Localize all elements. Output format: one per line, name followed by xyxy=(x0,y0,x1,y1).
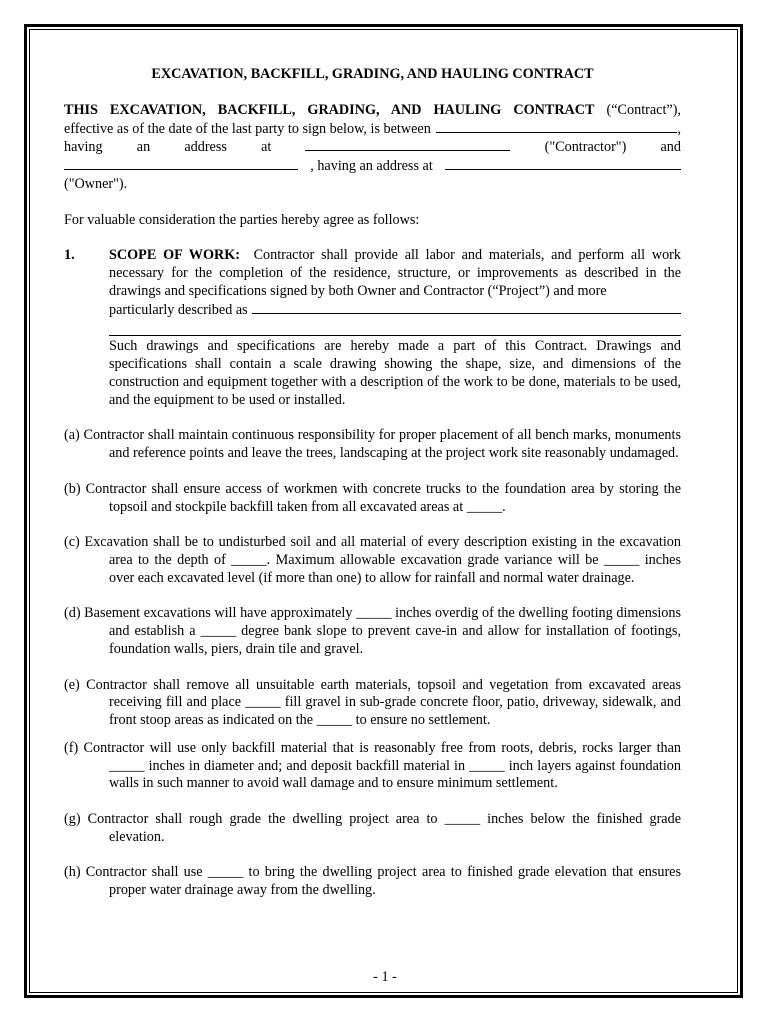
project-description-field[interactable] xyxy=(252,301,681,314)
project-description-field-2[interactable] xyxy=(109,319,681,336)
section-1 xyxy=(64,247,681,409)
section-1-number: 1. xyxy=(64,247,75,264)
intro-line1-rest: (“Contract”), xyxy=(594,101,681,118)
section-1-text: Contractor shall provide all labor and materials, and perform all work necessary for the completion of the residence, structure, or improvements as described in the drawings and specifications signed by both Owner and Contractor (“Project”) and more xyxy=(109,247,682,299)
intro-line4-text: , having an address at xyxy=(310,158,433,175)
intro-bold-lead: THIS EXCAVATION, BACKFILL, GRADING, AND HAULING CONTRACT xyxy=(64,101,595,118)
clause-g: (g) Contractor shall rough grade the dwelling project area to _____ inches below the finished grade elevation. xyxy=(64,811,681,845)
contractor-address-field[interactable] xyxy=(305,138,510,151)
section-1-text-2: Such drawings and specifications are hereby made a part of this Contract. Drawings and specifications shall contain a scale drawing showing the shape, size, and dimensions of the construction and equipment together with a description of the work to be done, materials to be used, and the equipment to be used or installed. xyxy=(109,338,681,408)
contractor-label: ("Contractor") xyxy=(544,139,627,156)
word-an: an xyxy=(136,139,151,156)
word-having: having xyxy=(64,139,103,156)
described-as-line xyxy=(109,301,681,320)
intro-line-2 xyxy=(64,120,681,139)
clause-b: (b) Contractor shall ensure access of workmen with concrete trucks to the foundation area by storing the topsoil and stockpile backfill taken from all excavated areas at _____. xyxy=(64,480,681,515)
clause-f: (f) Contractor will use only backfill material that is reasonably free from roots, debris, rocks larger than _____ inches in diameter and; and deposit backfill material in _____ inch layers against foundation walls in such manner to avoid wall damage and to ensure minimum settlement. xyxy=(64,739,681,792)
word-address: address xyxy=(184,139,227,156)
word-and: and xyxy=(660,139,681,156)
section-1-paragraph xyxy=(109,247,681,300)
intro-line-1 xyxy=(64,102,681,120)
clause-h: (h) Contractor shall use _____ to bring the dwelling project area to finished grade elevation that ensures proper water drainage away from the dwelling. xyxy=(64,864,681,899)
described-as-label: particularly described as xyxy=(109,301,248,318)
intro-line-3 xyxy=(64,138,681,157)
intro-paragraph xyxy=(64,102,681,194)
owner-label: ("Owner"). xyxy=(64,175,128,192)
intro-line-4 xyxy=(64,157,681,176)
clause-c: (c) Excavation shall be to undisturbed soil and all material of every description existing in the excavation area to the depth of _____. Maximum allowable excavation grade variance will be _____ inches over each excavated level (if more than one) to allow for rainfall and normal water drainage. xyxy=(64,534,681,586)
party-one-name-field[interactable] xyxy=(436,120,678,133)
word-at: at xyxy=(261,139,272,156)
intro-line2-comma: , xyxy=(677,120,681,137)
intro-line2-text: effective as of the date of the last party to sign below, is between xyxy=(64,120,431,137)
consideration-text: For valuable consideration the parties hereby agree as follows: xyxy=(64,211,420,228)
owner-name-field[interactable] xyxy=(64,157,298,170)
page-number: - 1 - xyxy=(373,969,397,985)
owner-address-field[interactable] xyxy=(445,157,681,170)
clause-d: (d) Basement excavations will have approximately _____ inches overdig of the dwelling footing dimensions and establish a _____ degree bank slope to prevent cave-in and allow for installation of footings, foundation walls, piers, drain tile and gravel. xyxy=(64,605,681,657)
clause-a: (a) Contractor shall maintain continuous responsibility for proper placement of all bench marks, monuments and reference points and leave the trees, landscaping at the project work site reasonably undamaged. xyxy=(64,427,681,462)
clause-e: (e) Contractor shall remove all unsuitable earth materials, topsoil and vegetation from excavated areas receiving fill and place _____ fill gravel in sub-grade concrete floor, patio, driveway, sidewalk, and front stoop areas as indicated on the _____ to ensure no settlement. xyxy=(64,676,681,729)
section-1-heading: SCOPE OF WORK: xyxy=(109,247,240,264)
document-title: EXCAVATION, BACKFILL, GRADING, AND HAULING CONTRACT xyxy=(151,66,594,82)
document-body xyxy=(64,62,681,900)
